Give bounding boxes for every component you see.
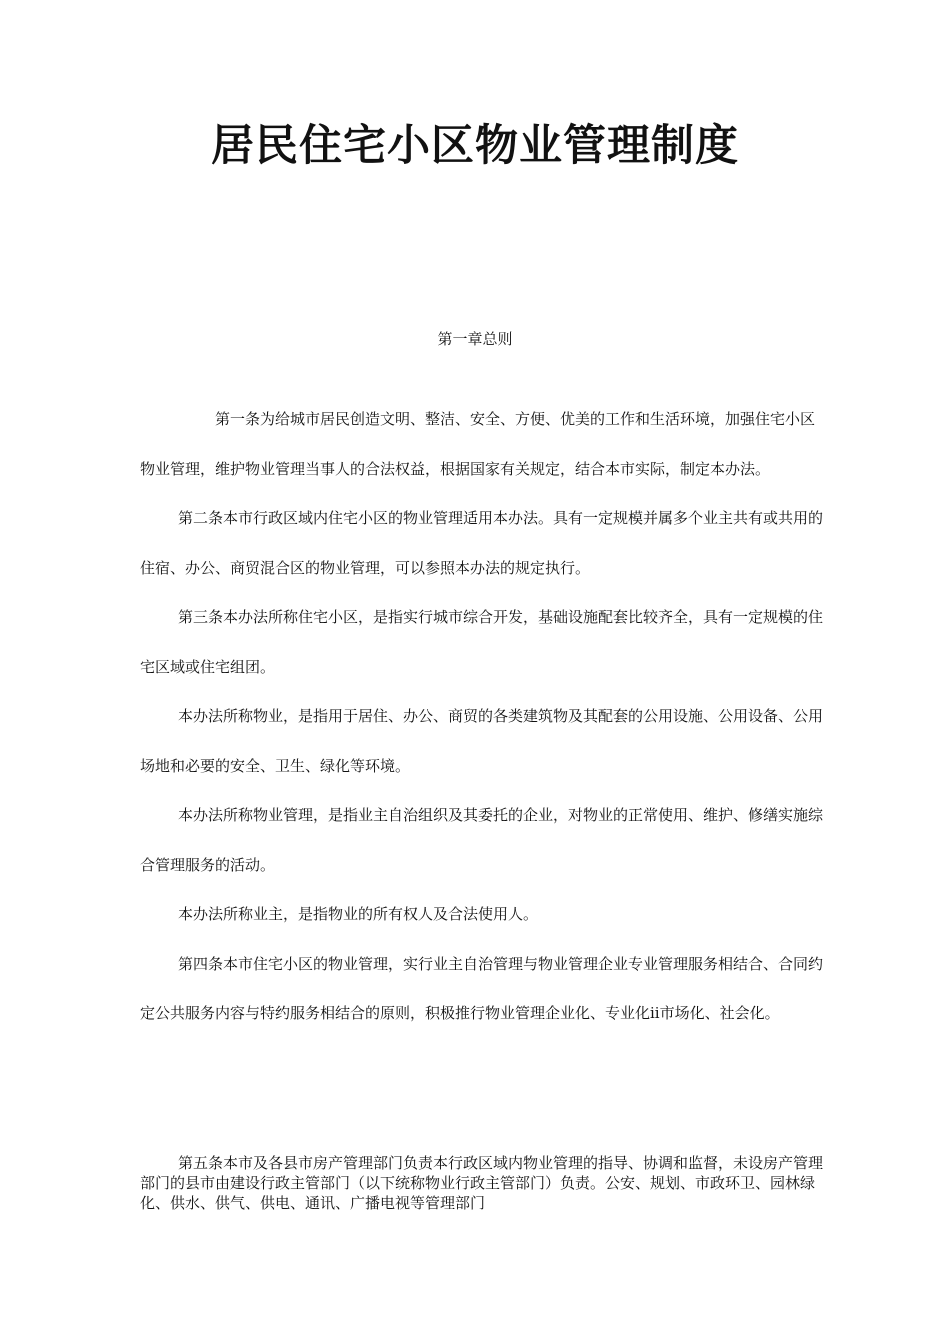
paragraph-article-3: 第三条本办法所称住宅小区，是指实行城市综合开发，基础设施配套比较齐全，具有一定规模的住宅区域或住宅组团。 xyxy=(140,608,824,676)
paragraph-property-definition: 本办法所称物业，是指用于居住、办公、商贸的各类建筑物及其配套的公用设施、公用设备、公用场地和必要的安全、卫生、绿化等环境。 xyxy=(140,707,824,775)
paragraph-management-definition: 本办法所称物业管理，是指业主自治组织及其委托的企业，对物业的正常使用、维护、修缮实施综合管理服务的活动。 xyxy=(140,806,824,874)
paragraph-article-2: 第二条本市行政区域内住宅小区的物业管理适用本办法。具有一定规模并属多个业主共有或共用的住宿、办公、商贸混合区的物业管理，可以参照本办法的规定执行。 xyxy=(140,509,824,577)
document-title: 居民住宅小区物业管理制度 xyxy=(211,121,739,171)
paragraph-article-5: 第五条本市及各县市房产管理部门负责本行政区域内物业管理的指导、协调和监督，未设房产管理部门的县市由建设行政主管部门（以下统称物业行政主管部门）负责。公安、规划、市政环卫、园林绿化、供水、供气、供电、通讯、广播电视等管理部门 xyxy=(140,1154,824,1212)
paragraph-owner-definition: 本办法所称业主，是指物业的所有权人及合法使用人。 xyxy=(178,905,539,923)
paragraph-article-4: 第四条本市住宅小区的物业管理，实行业主自治管理与物业管理企业专业管理服务相结合、合同约定公共服务内容与特约服务相结合的原则，积极推行物业管理企业化、专业化ii市场化、社会化。 xyxy=(140,954,824,1022)
document-body xyxy=(140,395,824,1039)
paragraph-article-1: 第一条为给城市居民创造文明、整洁、安全、方便、优美的工作和生活环境，加强住宅小区物业管理，维护物业管理当事人的合法权益，根据国家有关规定，结合本市实际，制定本办法。 xyxy=(140,410,816,478)
chapter-heading: 第一章总则 xyxy=(437,330,513,348)
